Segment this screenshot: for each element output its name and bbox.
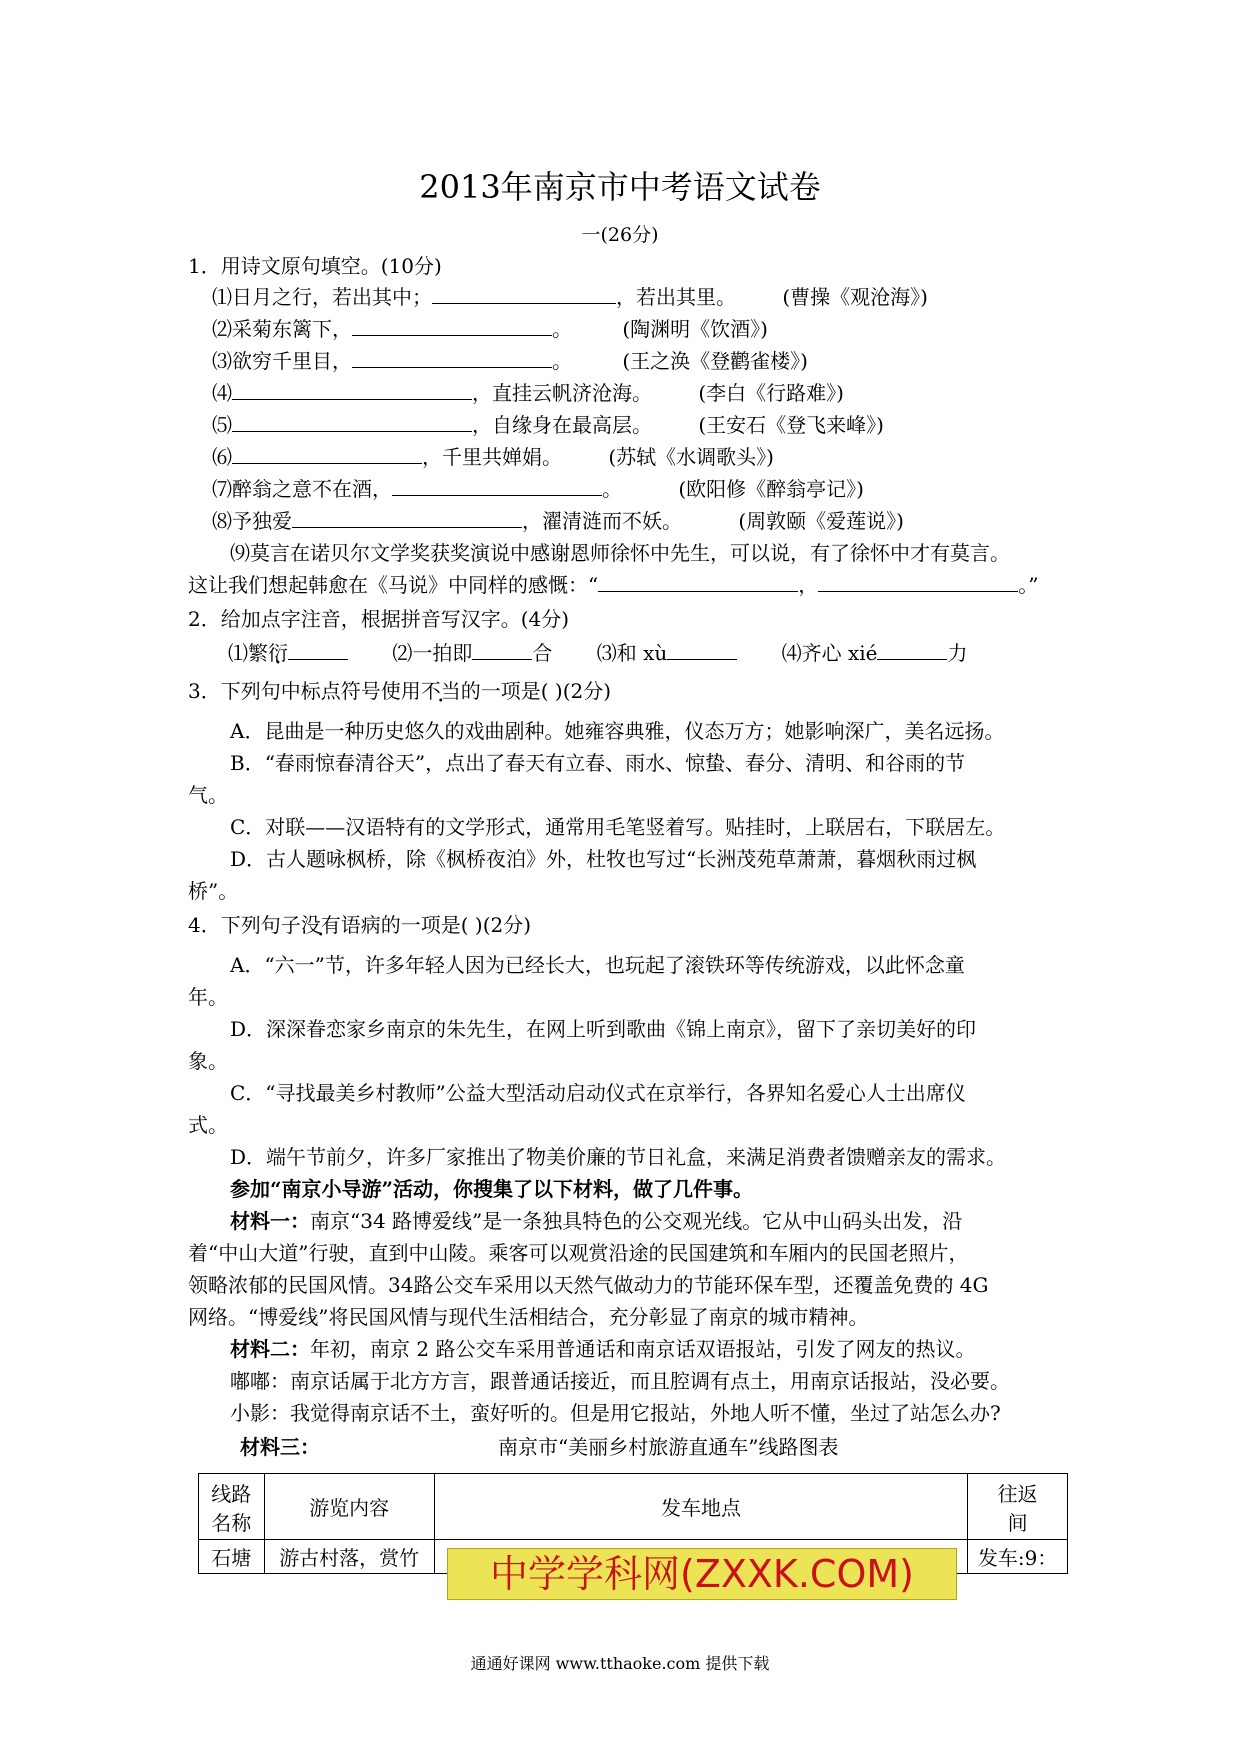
answer-blank[interactable] [232, 413, 472, 432]
answer-blank[interactable] [667, 641, 737, 660]
q5-material3-label: 材料三： [240, 1435, 320, 1459]
section-heading: 一(26分) [581, 224, 659, 246]
answer-blank[interactable] [292, 509, 522, 528]
q3-option-b-line1: B．“春雨惊春清谷天”，点出了春天有立春、雨水、惊蛰、春分、清明、和谷雨的节 [230, 751, 966, 775]
answer-blank[interactable] [232, 445, 422, 464]
q1-item-1: ⑴日月之行，若出其中； ，若出其里。 (曹操《观沧海》) [212, 285, 928, 309]
answer-blank[interactable] [472, 641, 532, 660]
header-route-name: 线路 名称 [199, 1474, 265, 1540]
q5-material1-line4: 网络。“博爱线”将民国风情与现代生活相结合，充分彰显了南京的城市精神。 [188, 1305, 869, 1329]
q3-stem: 3．下列句中标点符号使用不当的一项是( )(2分) [188, 679, 612, 703]
q1-item-6: ⑹ ，千里共婵娟。 (苏轼《水调歌头》) [212, 445, 774, 469]
answer-blank[interactable] [432, 285, 616, 304]
q5-material1-line1: 材料一：南京“34 路博爱线”是一条独具特色的公交观光线。它从中山码头出发，沿 [230, 1209, 963, 1233]
q4-stem: 4．下列句子没有语病的一项是( )(2分) [188, 913, 532, 937]
page-title: 2013年南京市中考语文试卷 [419, 168, 821, 206]
q2-items: ⑴繁衍 ⑵一拍即 合 ⑶和 xù ⑷齐心 xié 力 [228, 641, 968, 665]
q5-intro: 参加“南京小导游”活动，你搜集了以下材料，做了几件事。 [230, 1177, 754, 1201]
q4-option-a-line1: A．“六一”节，许多年轻人因为已经长大，也玩起了滚铁环等传统游戏，以此怀念童 [230, 953, 965, 977]
q1-item-2: ⑵采菊东篱下， 。 (陶渊明《饮酒》) [212, 317, 768, 341]
q4-option-b-line2: 象。 [188, 1049, 228, 1073]
header-departure-place: 发车地点 [434, 1474, 967, 1540]
watermark-banner: 中学学科网(ZXXK.COM) [447, 1548, 957, 1600]
q3-option-d-line2: 桥”。 [188, 879, 239, 903]
q1-item-5: ⑸ ，自缘身在最高层。 (王安石《登飞来峰》) [212, 413, 884, 437]
q1-item-8: ⑻予独爱 ，濯清涟而不妖。 (周敦颐《爱莲说》) [212, 509, 904, 533]
q2-stem: 2．给加点字注音，根据拼音写汉字。(4分) [188, 607, 570, 631]
cell-tour-content: 游古村落，赏竹 [264, 1540, 434, 1574]
cell-route-name: 石塘 [199, 1540, 265, 1574]
q3-option-c: C．对联——汉语特有的文学形式，通常用毛笔竖着写。贴挂时，上联居右，下联居左。 [230, 815, 1006, 839]
answer-blank[interactable] [288, 641, 348, 660]
answer-blank[interactable] [598, 573, 798, 592]
q1-item-3: ⑶欲穷千里目， 。 (王之涣《登鹳雀楼》) [212, 349, 808, 373]
q1-item-9-line2: 这让我们想起韩愈在《马说》中同样的感慨：“ ， 。” [188, 573, 1039, 597]
page-footer: 通通好课网 www.tthaoke.com 提供下载 [470, 1654, 770, 1673]
q1-item-7: ⑺醉翁之意不在酒， 。 (欧阳修《醉翁亭记》) [212, 477, 864, 501]
q1-item-9-line1: ⑼莫言在诺贝尔文学奖获奖演说中感谢恩师徐怀中先生，可以说，有了徐怀中才有莫言。 [230, 541, 1010, 565]
q3-option-b-line2: 气。 [188, 783, 228, 807]
answer-blank[interactable] [877, 641, 947, 660]
q4-option-c-line1: C．“寻找最美乡村教师”公益大型活动启动仪式在京举行，各界知名爱心人士出席仪 [230, 1081, 966, 1105]
q1-item-4: ⑷ ，直挂云帆济沧海。 (李白《行路难》) [212, 381, 844, 405]
q4-option-d: D．端午节前夕，许多厂家推出了物美价廉的节日礼盒，来满足消费者馈赠亲友的需求。 [230, 1145, 1007, 1169]
cell-time: 发车:9： [968, 1540, 1068, 1574]
q4-option-b-line1: D．深深眷恋家乡南京的朱先生，在网上听到歌曲《锦上南京》，留下了亲切美好的印 [230, 1017, 977, 1041]
q5-material3-title: 南京市“美丽乡村旅游直通车”线路图表 [498, 1435, 839, 1459]
table-header-row [199, 1474, 1068, 1540]
answer-blank[interactable] [392, 477, 602, 496]
q5-material2-line3: 小影：我觉得南京话不土，蛮好听的。但是用它报站，外地人听不懂，坐过了站怎么办? [230, 1401, 1001, 1425]
q3-option-d-line1: D．古人题咏枫桥，除《枫桥夜泊》外，杜牧也写过“长洲茂苑草萧萧，暮烟秋雨过枫 [230, 847, 977, 871]
q5-material1-line3: 领略浓郁的民国风情。34路公交车采用以天然气做动力的节能环保车型，还覆盖免费的 4G [188, 1273, 989, 1297]
q5-material2-line2: 嘟嘟：南京话属于北方方言，跟普通话接近，而且腔调有点土，用南京话报站，没必要。 [230, 1369, 1010, 1393]
answer-blank[interactable] [352, 317, 552, 336]
q4-option-c-line2: 式。 [188, 1113, 228, 1137]
q5-material2-line1: 材料二：年初，南京 2 路公交车采用普通话和南京话双语报站，引发了网友的热议。 [230, 1337, 976, 1361]
header-tour-content: 游览内容 [264, 1474, 434, 1540]
answer-blank[interactable] [818, 573, 1018, 592]
q5-material1-line2: 着“中山大道”行驶，直到中山陵。乘客可以观赏沿途的民国建筑和车厢内的民国老照片， [188, 1241, 969, 1265]
q1-stem: 1．用诗文原句填空。(10分) [188, 254, 442, 278]
q4-option-a-line2: 年。 [188, 985, 228, 1009]
q3-option-a: A．昆曲是一种历史悠久的戏曲剧种。她雍容典雅，仪态万方；她影响深广，美名远扬。 [230, 719, 1005, 743]
answer-blank[interactable] [232, 381, 472, 400]
answer-blank[interactable] [352, 349, 552, 368]
header-round-trip-time: 往返 间 [968, 1474, 1068, 1540]
